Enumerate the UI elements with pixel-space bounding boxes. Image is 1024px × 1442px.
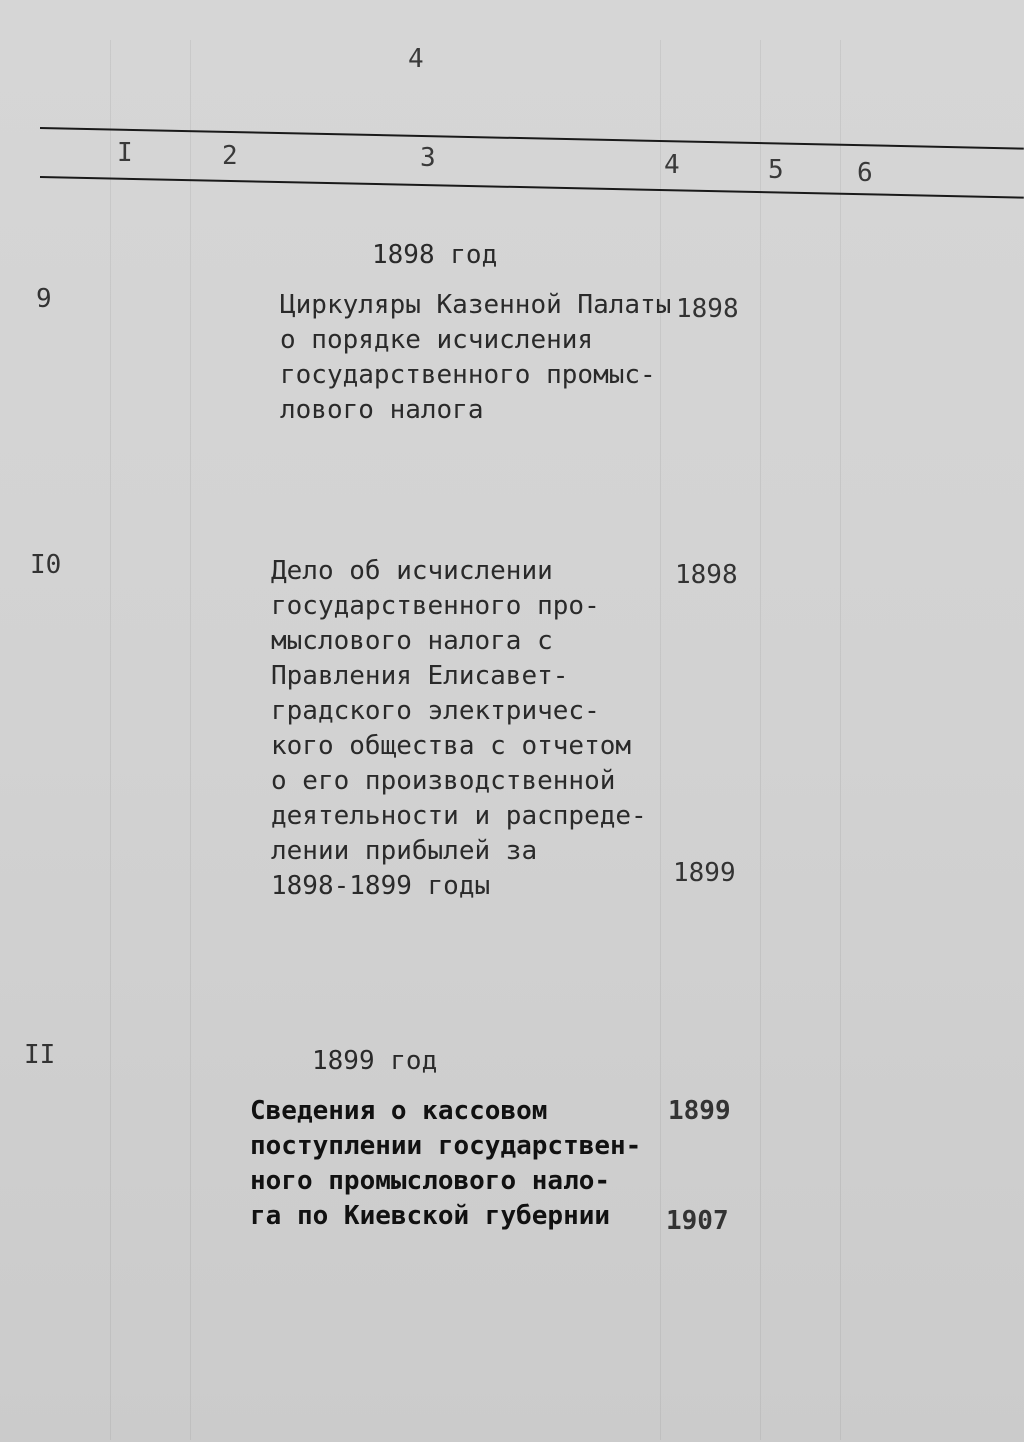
entry-line: ного промыслового нало- (250, 1166, 611, 1196)
column-guide (660, 40, 661, 1440)
entry-line: лении прибылей за (271, 836, 538, 866)
entry-number: I0 (30, 550, 62, 580)
entry-description (250, 1094, 641, 1234)
column-header-5: 5 (768, 155, 784, 185)
entry-year-end: 1907 (666, 1206, 729, 1236)
entry-line: 1898-1899 годы (271, 871, 491, 901)
column-guide (110, 40, 111, 1440)
header-rule-top (40, 127, 1024, 150)
entry-year-end: 1899 (673, 858, 736, 888)
column-guide (840, 40, 841, 1440)
entry-line: Сведения о кассовом (250, 1096, 548, 1126)
section-heading: 1898 год (372, 240, 498, 270)
column-guide (760, 40, 761, 1440)
entry-line: га по Киевской губернии (250, 1201, 611, 1231)
column-header-3: 3 (420, 143, 436, 173)
entry-line: поступлении государствен- (250, 1131, 642, 1161)
entry-description (271, 554, 647, 904)
entry-line: о его производственной (271, 766, 616, 796)
entry-year-start: 1898 (676, 294, 739, 324)
entry-line: деятельности и распреде- (271, 801, 647, 831)
entry-year-start: 1899 (668, 1096, 731, 1126)
entry-description (280, 288, 671, 428)
entry-line: мыслового налога с (271, 626, 553, 656)
entry-line: лового налога (280, 395, 484, 425)
entry-number: II (24, 1040, 56, 1070)
entry-line: государственного промыс- (280, 360, 656, 390)
header-rule-bottom (40, 176, 1024, 199)
entry-year-start: 1898 (675, 560, 738, 590)
entry-line: Дело об исчислении (271, 556, 553, 586)
column-header-2: 2 (222, 141, 238, 171)
column-header-1: I (117, 138, 133, 168)
entry-line: кого общества с отчетом (271, 731, 632, 761)
column-header-4: 4 (664, 150, 680, 180)
entry-line: государственного про- (271, 591, 600, 621)
section-heading: 1899 год (312, 1046, 438, 1076)
entry-line: Правления Елисавет- (271, 661, 569, 691)
column-header-6: 6 (857, 158, 873, 188)
column-guide (190, 40, 191, 1440)
entry-line: градского электричес- (271, 696, 600, 726)
top-number: 4 (408, 44, 424, 74)
entry-line: Циркуляры Казенной Палаты (280, 290, 672, 320)
entry-line: о порядке исчисления (280, 325, 594, 355)
entry-number: 9 (36, 284, 52, 314)
